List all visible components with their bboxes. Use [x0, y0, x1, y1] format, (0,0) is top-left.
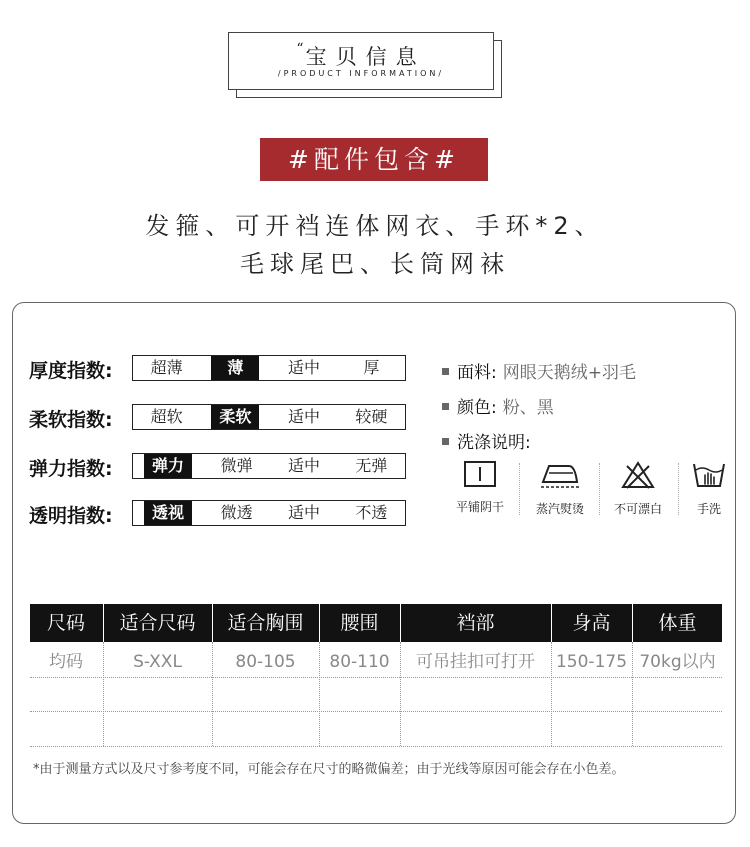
table-cell: 150-175 — [555, 652, 628, 672]
care-label: 蒸汽熨烫 — [535, 502, 584, 516]
header-badge — [228, 32, 494, 90]
table-header-cell: 尺码 — [46, 612, 85, 634]
quote-mark: “ — [296, 41, 304, 57]
index-option: 适中 — [287, 456, 320, 475]
index-scale — [132, 500, 406, 526]
index-scale — [132, 404, 406, 430]
wash-attribute — [442, 428, 531, 453]
care-item-steam-iron — [520, 460, 600, 517]
index-option: 微透 — [220, 503, 253, 522]
hand-wash-icon — [691, 460, 727, 490]
no-bleach-icon — [621, 460, 655, 490]
index-option-selected: 薄 — [211, 356, 259, 380]
care-label: 不可漂白 — [613, 502, 662, 516]
fabric-value: 网眼天鹅绒+羽毛 — [502, 363, 636, 383]
index-label: 透明指数: — [29, 505, 113, 527]
table-cell: 80-110 — [329, 652, 390, 672]
table-header-cell: 适合胸围 — [227, 612, 304, 634]
column-divider — [319, 642, 320, 746]
bullet-square — [442, 368, 449, 375]
table-header-cell: 适合尺码 — [119, 612, 196, 634]
care-label: 平铺阴干 — [455, 500, 504, 514]
index-option-selected: 弹力 — [144, 454, 192, 478]
index-option: 适中 — [287, 358, 320, 377]
index-label: 柔软指数: — [29, 409, 113, 431]
table-cell: 80-105 — [235, 652, 296, 672]
column-divider — [632, 642, 633, 746]
index-option: 厚 — [363, 358, 380, 377]
accessories-line-2: 毛球尾巴、长筒网袜 — [240, 250, 510, 278]
index-option-selected: 柔软 — [211, 405, 259, 429]
color-value: 粉、黑 — [502, 398, 554, 418]
index-option: 超薄 — [150, 358, 183, 377]
index-option: 无弹 — [355, 456, 388, 475]
size-disclaimer-note: *由于测量方式以及尺寸参考度不同，可能会存在尺寸的略微偏差；由于光线等原因可能会存在小色差。 — [33, 762, 625, 777]
care-label: 手洗 — [696, 502, 721, 516]
index-option: 较硬 — [355, 407, 388, 426]
table-cell: 可吊挂扣可打开 — [416, 652, 535, 672]
steam-iron-icon — [539, 460, 581, 490]
index-scale — [132, 453, 406, 479]
care-item-no-bleach — [598, 460, 678, 517]
table-cell: 70kg以内 — [639, 652, 716, 672]
row-divider — [30, 746, 722, 747]
header-subtitle: /PRODUCT INFORMATION/ — [277, 69, 445, 78]
index-label: 厚度指数: — [29, 360, 113, 382]
bullet-square — [442, 438, 449, 445]
care-item-flat-dry — [440, 460, 520, 515]
accessories-banner: #配件包含# — [260, 138, 488, 181]
index-scale — [132, 355, 406, 381]
row-divider — [30, 711, 722, 712]
index-option: 超软 — [150, 407, 183, 426]
index-option-selected: 透视 — [144, 501, 192, 525]
column-divider — [551, 642, 552, 746]
accessories-line-1: 发箍、可开裆连体网衣、手环*2、 — [145, 212, 605, 240]
index-label: 弹力指数: — [29, 458, 113, 480]
flat-dry-icon — [463, 460, 497, 488]
index-option: 微弹 — [220, 456, 253, 475]
header-title-text: 宝贝信息 — [305, 45, 426, 69]
column-divider — [400, 642, 401, 746]
wash-label: 洗涤说明: — [457, 433, 531, 453]
header-title — [229, 41, 493, 71]
table-header-cell: 体重 — [658, 612, 697, 634]
index-option: 不透 — [355, 503, 388, 522]
color-attribute — [442, 393, 554, 418]
table-cell: S-XXL — [133, 652, 182, 672]
index-option: 适中 — [287, 503, 320, 522]
column-divider — [103, 642, 104, 746]
color-label: 颜色: — [457, 398, 497, 418]
row-divider — [30, 677, 722, 678]
index-option: 适中 — [287, 407, 320, 426]
bullet-square — [442, 403, 449, 410]
table-header-cell: 裆部 — [456, 612, 495, 634]
table-header-cell: 腰围 — [340, 612, 379, 634]
fabric-attribute — [442, 358, 636, 383]
table-cell: 均码 — [49, 652, 83, 672]
fabric-label: 面料: — [457, 363, 497, 383]
table-header-cell: 身高 — [572, 612, 611, 634]
care-item-hand-wash — [669, 460, 749, 517]
column-divider — [212, 642, 213, 746]
